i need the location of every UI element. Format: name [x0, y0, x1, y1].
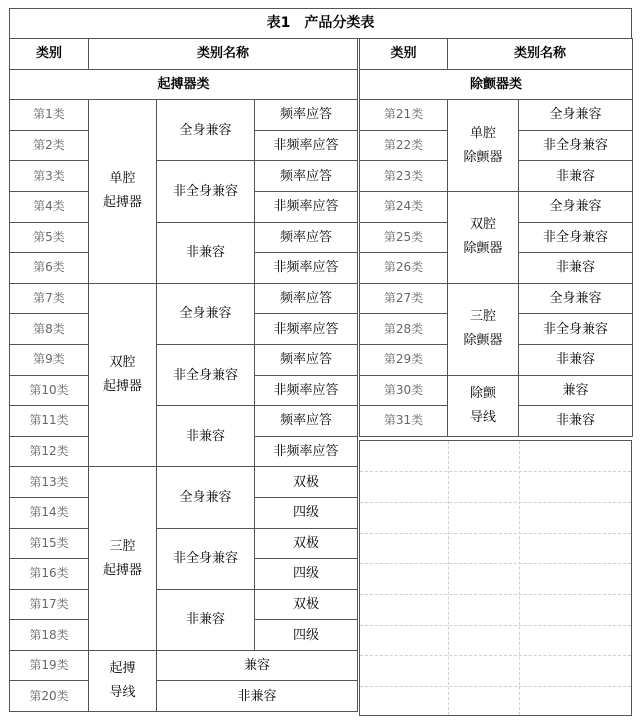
- leaf-cell: 频率应答: [255, 100, 358, 131]
- row-num: 第19类: [10, 650, 89, 681]
- grid-line: [360, 533, 631, 534]
- group-cell: 单腔 起搏器: [89, 100, 157, 284]
- row-num: 第20类: [10, 681, 89, 712]
- row-num: 第8类: [10, 314, 89, 345]
- grid-line: [360, 471, 631, 472]
- leaf-cell: 非兼容: [519, 253, 633, 284]
- leaf-cell: 非兼容: [519, 161, 633, 192]
- row-num: 第28类: [360, 314, 448, 345]
- grid-line: [360, 594, 631, 595]
- row-num: 第17类: [10, 589, 89, 620]
- row-num: 第6类: [10, 253, 89, 284]
- grid-line: [360, 686, 631, 687]
- grid-line: [360, 655, 631, 656]
- sub-cell: 非全身兼容: [157, 161, 255, 222]
- leaf-cell: 频率应答: [255, 161, 358, 192]
- row-num: 第4类: [10, 191, 89, 222]
- grid-line: [360, 625, 631, 626]
- row-num: 第25类: [360, 222, 448, 253]
- grid-line: [360, 502, 631, 503]
- sub-cell: 全身兼容: [157, 283, 255, 344]
- row-num: 第11类: [10, 406, 89, 437]
- section-pacemaker: 起搏器类: [10, 69, 358, 100]
- leaf-cell: 全身兼容: [519, 283, 633, 314]
- sub-cell: 全身兼容: [157, 467, 255, 528]
- row-num: 第10类: [10, 375, 89, 406]
- row-num: 第9类: [10, 344, 89, 375]
- group-cell: 三腔 起搏器: [89, 467, 157, 651]
- leaf-cell: 双极: [255, 589, 358, 620]
- sub-cell: 非兼容: [157, 589, 255, 650]
- header-category: 类别: [360, 39, 448, 70]
- leaf-cell: 四级: [255, 497, 358, 528]
- header-category-name: 类别名称: [448, 39, 633, 70]
- row-num: 第27类: [360, 283, 448, 314]
- sub-cell: 非兼容: [157, 222, 255, 283]
- leaf-cell: 非全身兼容: [519, 222, 633, 253]
- row-num: 第14类: [10, 497, 89, 528]
- sub-cell: 非全身兼容: [157, 344, 255, 405]
- leaf-cell: 频率应答: [255, 344, 358, 375]
- grid-line: [360, 563, 631, 564]
- row-num: 第21类: [360, 100, 448, 131]
- row-num: 第23类: [360, 161, 448, 192]
- grid-line: [448, 441, 449, 715]
- leaf-cell: 四级: [255, 620, 358, 651]
- group-cell: 起搏 导线: [89, 650, 157, 711]
- leaf-cell: 非频率应答: [255, 130, 358, 161]
- group-cell: 单腔 除颤器: [448, 100, 519, 192]
- row-num: 第12类: [10, 436, 89, 467]
- sub-cell: 非全身兼容: [157, 528, 255, 589]
- row-num: 第5类: [10, 222, 89, 253]
- row-num: 第7类: [10, 283, 89, 314]
- wide-cell: 兼容: [157, 650, 358, 681]
- leaf-cell: 兼容: [519, 375, 633, 406]
- row-num: 第3类: [10, 161, 89, 192]
- row-num: 第29类: [360, 344, 448, 375]
- row-num: 第2类: [10, 130, 89, 161]
- grid-line: [519, 441, 520, 715]
- sub-cell: 全身兼容: [157, 100, 255, 161]
- row-num: 第1类: [10, 100, 89, 131]
- leaf-cell: 频率应答: [255, 283, 358, 314]
- leaf-cell: 非兼容: [519, 406, 633, 437]
- row-num: 第30类: [360, 375, 448, 406]
- group-cell: 三腔 除颤器: [448, 283, 519, 375]
- row-num: 第16类: [10, 559, 89, 590]
- leaf-cell: 频率应答: [255, 406, 358, 437]
- leaf-cell: 非频率应答: [255, 375, 358, 406]
- header-category-name: 类别名称: [89, 39, 358, 70]
- empty-grid-area: [359, 440, 632, 716]
- leaf-cell: 四级: [255, 559, 358, 590]
- header-category: 类别: [10, 39, 89, 70]
- leaf-cell: 非频率应答: [255, 191, 358, 222]
- group-cell: 双腔 起搏器: [89, 283, 157, 467]
- row-num: 第31类: [360, 406, 448, 437]
- row-num: 第22类: [360, 130, 448, 161]
- leaf-cell: 非兼容: [519, 344, 633, 375]
- row-num: 第26类: [360, 253, 448, 284]
- wide-cell: 非兼容: [157, 681, 358, 712]
- row-num: 第24类: [360, 191, 448, 222]
- group-cell: 除颤 导线: [448, 375, 519, 436]
- section-defibrillator: 除颤器类: [360, 69, 633, 100]
- leaf-cell: 双极: [255, 528, 358, 559]
- row-num: 第18类: [10, 620, 89, 651]
- leaf-cell: 频率应答: [255, 222, 358, 253]
- leaf-cell: 非全身兼容: [519, 130, 633, 161]
- row-num: 第15类: [10, 528, 89, 559]
- leaf-cell: 非全身兼容: [519, 314, 633, 345]
- row-num: 第13类: [10, 467, 89, 498]
- leaf-cell: 全身兼容: [519, 100, 633, 131]
- leaf-cell: 非频率应答: [255, 314, 358, 345]
- leaf-cell: 全身兼容: [519, 191, 633, 222]
- product-classification-table: [9, 8, 632, 716]
- group-cell: 双腔 除颤器: [448, 191, 519, 283]
- pacemaker-table: [9, 38, 358, 712]
- defibrillator-table: [359, 38, 633, 437]
- title-table: [9, 8, 632, 39]
- leaf-cell: 非频率应答: [255, 436, 358, 467]
- leaf-cell: 非频率应答: [255, 253, 358, 284]
- sub-cell: 非兼容: [157, 406, 255, 467]
- table-title: 表1 产品分类表: [10, 9, 632, 39]
- leaf-cell: 双极: [255, 467, 358, 498]
